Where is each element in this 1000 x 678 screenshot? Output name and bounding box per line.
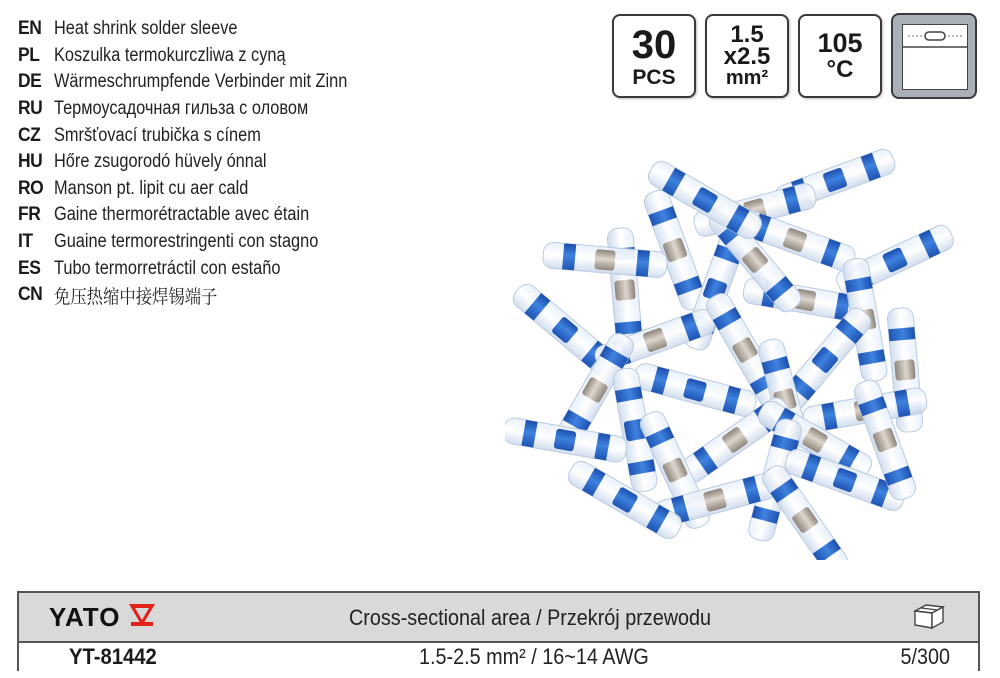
language-code: FR bbox=[18, 204, 41, 226]
language-row-es bbox=[18, 255, 395, 282]
language-row-it bbox=[18, 229, 395, 256]
cross-section-title: Cross-sectional area / Przekrój przewodu bbox=[349, 605, 712, 630]
language-code: DE bbox=[18, 71, 42, 93]
product-info-table bbox=[17, 591, 980, 671]
pieces-unit: PCS bbox=[632, 65, 676, 89]
language-code: CN bbox=[18, 284, 43, 306]
language-text: Gaine thermorétractable avec étain bbox=[54, 204, 310, 226]
language-code: PL bbox=[18, 44, 40, 66]
language-text: Термоусадочная гильза с оловом bbox=[54, 98, 309, 120]
language-list bbox=[18, 16, 395, 309]
pieces-badge bbox=[612, 14, 696, 98]
hanging-blister-pack-icon bbox=[891, 13, 977, 99]
language-text: Hőre zsugorodó hüvely ónnal bbox=[54, 151, 267, 173]
language-text: Manson pt. lipit cu aer cald bbox=[54, 177, 249, 199]
table-data-row bbox=[19, 643, 978, 671]
cross-section-badge bbox=[705, 14, 789, 98]
language-code: RO bbox=[18, 177, 44, 199]
solder-sleeve bbox=[632, 361, 759, 418]
language-row-fr bbox=[18, 202, 395, 229]
language-code: EN bbox=[18, 18, 42, 40]
cross-section-unit: mm² bbox=[725, 67, 769, 89]
language-code: RU bbox=[18, 98, 43, 120]
language-text: Tubo termorretráctil con estaño bbox=[54, 257, 281, 279]
language-row-pl bbox=[18, 43, 395, 70]
solder-sleeve bbox=[542, 242, 668, 279]
language-row-ru bbox=[18, 96, 395, 123]
carton-box-icon bbox=[912, 601, 946, 636]
language-text: Guaine termorestringenti con stagno bbox=[54, 231, 319, 253]
table-header-row bbox=[19, 593, 978, 643]
spec-badges bbox=[612, 14, 977, 99]
cross-section-line1: 1.5 bbox=[730, 21, 764, 48]
language-text: 免压热缩中接焊锡端子 bbox=[54, 286, 218, 308]
temperature-unit: °C bbox=[826, 56, 854, 83]
language-row-ro bbox=[18, 176, 395, 203]
language-code: ES bbox=[18, 257, 41, 279]
yato-logo-mark-icon bbox=[127, 602, 157, 633]
cross-section-line2: x2.5 bbox=[723, 43, 771, 70]
model-number: YT-81442 bbox=[69, 644, 157, 669]
pack-quantity: 5/300 bbox=[900, 644, 950, 669]
language-code: CZ bbox=[18, 124, 41, 146]
language-row-cz bbox=[18, 122, 395, 149]
language-row-hu bbox=[18, 149, 395, 176]
brand-logo bbox=[49, 602, 157, 633]
heat-shrink-solder-sleeves-image bbox=[505, 140, 975, 560]
temperature-badge bbox=[798, 14, 882, 98]
language-row-cn bbox=[18, 282, 395, 309]
language-text: Smršťovací trubička s cínem bbox=[54, 124, 261, 146]
temperature-value: 105 bbox=[817, 28, 863, 58]
language-text: Wärmeschrumpfende Verbinder mit Zinn bbox=[54, 71, 348, 93]
language-row-de bbox=[18, 69, 395, 96]
language-code: HU bbox=[18, 151, 43, 173]
wire-range: 1.5-2.5 mm² / 16~14 AWG bbox=[419, 644, 649, 669]
language-text: Heat shrink solder sleeve bbox=[54, 18, 238, 40]
pieces-count: 30 bbox=[631, 22, 677, 67]
language-row-en bbox=[18, 16, 395, 43]
brand-name: YATO bbox=[49, 602, 121, 632]
language-text: Koszulka termokurczliwa z cyną bbox=[54, 44, 286, 66]
language-code: IT bbox=[18, 231, 33, 253]
